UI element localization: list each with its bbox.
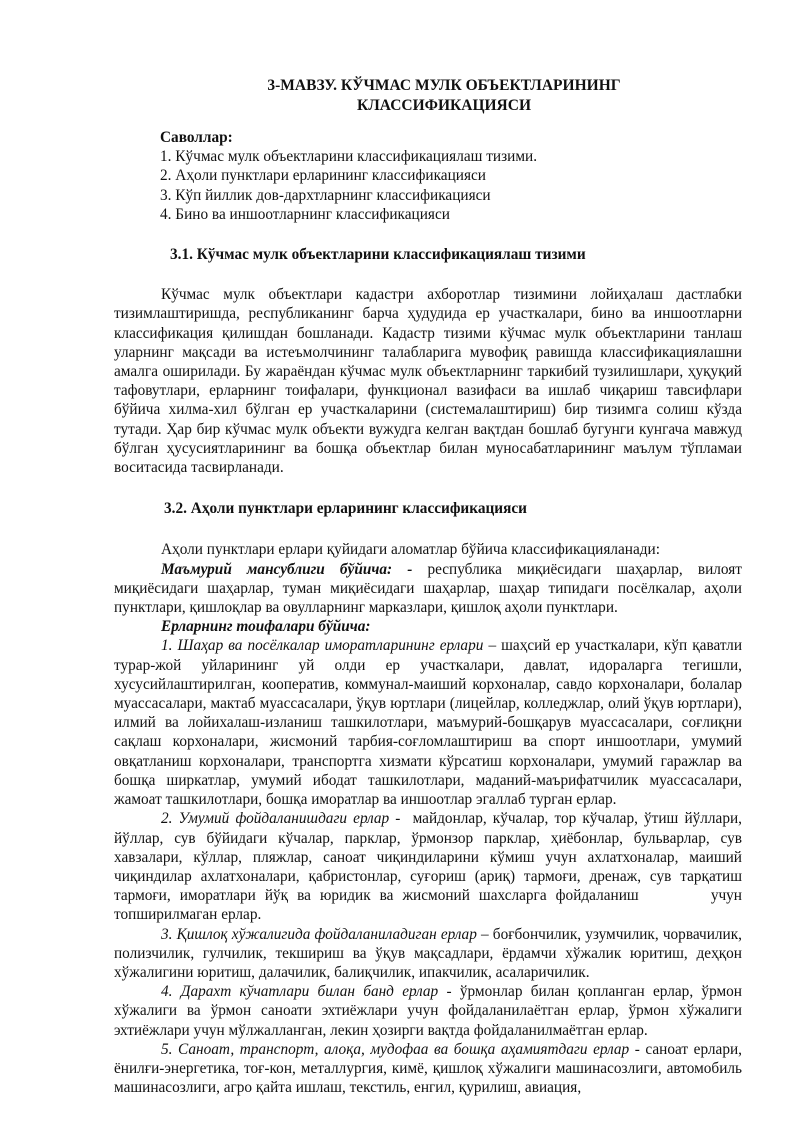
question-item: 4. Бино ва иншоотларнинг классификацияси xyxy=(160,205,450,223)
questions-block xyxy=(114,128,742,224)
admin-paragraph xyxy=(114,560,742,618)
question-item: 1. Кўчмас мулк объектларини классификациялаш тизими. xyxy=(160,148,538,166)
section-1-paragraph: Кўчмас мулк объектлари кадастри ахборотлар тизимини лойиҳалаш дастлабки тизимлаштиришда, республиканинг барча ҳудудида ер участкалари, бино ва иншоотларни классификация қилишдан бошланади. Кадастр тизими кўчмас мулк объектларини танлаш уларнинг мақсади ва истеъмолчининг талабларига мувофиқ равишда классификациялашни амалга оширилади. Бу жараёндан кўчмас мулк объектларнинг таркибий тузилишлари, ҳуқуқий тафовутлари, ерларнинг тоифалари, функционал вазифаси ва ишлаб чиқариш тавсифлари бўйича хилма-хил бўлган ер участкаларини (системалаштириш) бир тизимга солиш кўзда тутади. Ҳар бир кўчмас мулк объекти вужудга келган вақтдан бошлаб бугунги кунгача мавжуд бўлган ҳусусиятларининг ва бошқа объектлар билан муносабатларининг маълум тўпламаи воситасида тасвирланади. xyxy=(114,286,742,477)
admin-text: республика миқиёсидаги шаҳарлар, вилоят миқиёсидаги шаҳарлар, туман миқиёсидаги шаҳарлар, шаҳар типидаги посёлкалар, аҳоли пунктлари, қишлоқлар ва овулларнинг марказлари, қишлоқ аҳоли пунктлари. xyxy=(114,560,742,617)
section-2-intro: Аҳоли пунктлари ерлари қуйидаги аломатлар бўйича классификацияланади: xyxy=(161,541,660,559)
category-3-paragraph xyxy=(114,925,742,983)
category-3-label: 3. Қишлоқ хўжалигида фойдаланиладиган ерлар xyxy=(161,925,477,943)
category-1-paragraph xyxy=(114,636,742,809)
questions-heading: Саволлар: xyxy=(160,129,233,146)
category-1-text: – шаҳсий ер участкалари, кўп қаватли турар-жой уйларининг уй олди ер участкалари, давлат, идораларга тегишли, хусусийлаштирилган, кооператив, коммунал-маиший корхоналар, савдо корхоналари, болалар муассасалари, мактаб муассасалари, ўқув юртлари (лицейлар, колледжлар, олий ўқув юртлари), илмий ва лойихалаш-изланиш ташкилотлари, маъмурий-бошқарув муассасалари, соғлиқни сақлаш корхоналари, жисмоний тарбия-соғломлаштириш ва спорт иншоотлари, умумий овқатланиш корхоналари, транспортга хизмати кўрсатиш корхоналари, умумий гаражлар ва бошқа ширкатлар, умумий ибодат ташкилотлари, маданий-маърифатчилик муассасалари, жамоат ташкилотлари, бошқа иморатлар ва иншоотлар эгаллаб турган ерлар. xyxy=(114,637,743,809)
category-5-paragraph xyxy=(114,1040,742,1098)
admin-label: Маъмурий мансублиги бўйича: - xyxy=(161,560,413,578)
category-4-label: 4. Дарахт кўчатлари билан банд ерлар xyxy=(161,983,439,1001)
section-2-title: 3.2. Аҳоли пунктлари ерларининг классификацияси xyxy=(164,500,527,518)
category-3-text: – боғбончилик, узумчилик, чорвачилик, полизчилик, гулчилик, текшириш ва ўқув мақсадлари, ёрдамчи хўжалик юритиш, деҳқон хўжалигини юритиш, далачилик, балиқчилик, ипакчилик, асаларичилик. xyxy=(114,925,742,981)
section-1-title: 3.1. Кўчмас мулк объектларини классификациялаш тизими xyxy=(170,246,586,264)
document-title xyxy=(114,76,742,115)
title-line-2: КЛАССИФИКАЦИЯСИ xyxy=(356,96,531,114)
category-2-text: майдонлар, кўчалар, тор кўчалар, ўтиш йўллари, йўллар, сув бўйидаги кўчалар, парклар, ўрмонзор парклар, ҳиёбонлар, бульварлар, сув хавзалари, кўллар, пляжлар, саноат чиқиндиларини кўмиш учун ахлатхоналар, маиший чиқиндилар ахлатхоналари, қабристонлар, суғориш (ариқ) тармоғи, дренаж, сув тарқатиш тармоғи, иморатлари йўқ ва юридик ва жисмоний шахсларга фойдаланиш учун топширилмаган ерлар. xyxy=(114,810,746,924)
question-item: 2. Аҳоли пунктлари ерларининг классификацияси xyxy=(160,167,486,185)
category-2-label: 2. Умумий фойдаланишдаги ерлар - xyxy=(161,810,401,828)
category-5-text: саноат ерлари, ёнилғи-энергетика, тоғ-кон, металлургия, кимё, қишлоқ хўжалиги машинасозлиги, автомобиль машинасозлиги, агро қайта ишлаш, текстиль, енгил, қурилиш, авиация, xyxy=(114,1040,742,1097)
category-5-label: 5. Саноат, транспорт, алоқа, мудофаа ва бошқа аҳамиятдаги ерлар - xyxy=(161,1040,640,1058)
title-line-1: 3-МАВЗУ. КЎЧМАС МУЛК ОБЪЕКТЛАРИНИНГ xyxy=(267,77,621,94)
question-item: 3. Кўп йиллик дов-дархтларнинг классификацияси xyxy=(160,186,491,204)
category-4-text: - ўрмонлар билан қопланган ерлар, ўрмон хўжалиги ва ўрмон саноати эхтиёжлари учун фойдаланилаётган ерлар, ўрмон хўжалиги эхтиёжлари учун мўлжалланган, лекин ҳозирги вақтда фойдаланилмаётган ерлар. xyxy=(114,983,742,1039)
category-4-paragraph xyxy=(114,982,742,1040)
category-2-paragraph xyxy=(114,809,746,924)
category-1-label: 1. Шаҳар ва посёлкалар иморатларининг ерлари xyxy=(161,637,484,655)
categories-heading: Ерларнинг тоифалари бўйича: xyxy=(161,618,371,636)
